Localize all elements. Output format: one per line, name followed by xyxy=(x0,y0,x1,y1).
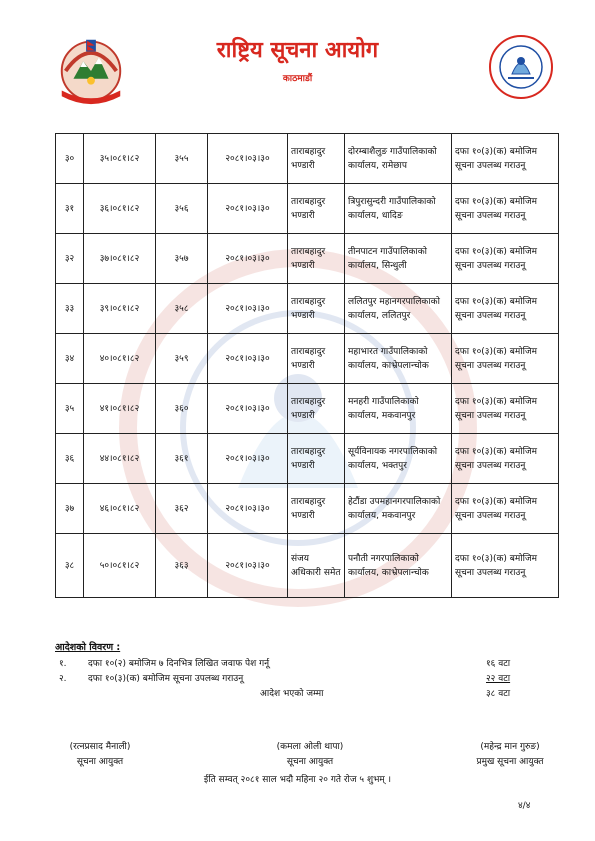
serial-number-cell: ३३ xyxy=(56,284,84,334)
table-row xyxy=(56,284,559,334)
decision-date-cell: २०८१।०३।३० xyxy=(208,234,288,284)
public-body-cell: तीनपाटन गाउँपालिकाको कार्यालय, सिन्धुली xyxy=(345,234,452,284)
serial-number-cell: ३८ xyxy=(56,534,84,598)
public-body-cell: पनौती नगरपालिकाको कार्यालय, काभ्रेपलान्चोक xyxy=(345,534,452,598)
summary-total xyxy=(55,686,555,701)
summary-title: आदेशको विवरण : xyxy=(55,642,121,653)
applicant-name-cell: ताराबहादुर भण्डारी xyxy=(288,334,345,384)
table-row xyxy=(56,384,559,434)
decision-number-cell: ३५९ xyxy=(156,334,208,384)
applicant-name-cell: ताराबहादुर भण्डारी xyxy=(288,184,345,234)
decision-number-cell: ३६० xyxy=(156,384,208,434)
signature-block-left xyxy=(45,740,155,770)
reference-number-cell: ३६।०८१।८२ xyxy=(84,184,156,234)
order-cell: दफा १०(३)(क) बमोजिम सूचना उपलब्ध गराउनू xyxy=(452,234,559,284)
decision-number-cell: ३५६ xyxy=(156,184,208,234)
document-date-line: ईति सम्वत् २०८१ साल भदौ महिना २० गते रोज ५ शुभम् । xyxy=(203,775,392,785)
public-body-cell: ललितपुर महानगरपालिकाको कार्यालय, ललितपुर xyxy=(345,284,452,334)
decision-date-cell: २०८१।०३।३० xyxy=(208,284,288,334)
summary-total-count: ३८ वटा xyxy=(486,689,511,699)
summary-total-label: आदेश भएको जम्मा xyxy=(260,689,324,699)
decision-number-cell: ३५५ xyxy=(156,134,208,184)
reference-number-cell: ३५।०८१।८२ xyxy=(84,134,156,184)
signature-block-right xyxy=(440,740,580,770)
applicant-name-cell: ताराबहादुर भण्डारी xyxy=(288,134,345,184)
signatory-name: (रत्नप्रसाद मैनाली) xyxy=(69,742,131,752)
public-body-cell: त्रिपुरासुन्दरी गाउँपालिकाको कार्यालय, धादिङ xyxy=(345,184,452,234)
public-body-cell: सूर्यविनायक नगरपालिकाको कार्यालय, भक्तपुर xyxy=(345,434,452,484)
order-cell: दफा १०(३)(क) बमोजिम सूचना उपलब्ध गराउनू xyxy=(452,334,559,384)
signatory-title: प्रमुख सूचना आयुक्त xyxy=(476,757,544,767)
orders-table-body xyxy=(56,134,559,598)
public-body-cell: मनहरी गाउँपालिकाको कार्यालय, मकवानपुर xyxy=(345,384,452,434)
table-row xyxy=(56,434,559,484)
serial-number-cell: ३५ xyxy=(56,384,84,434)
page-header xyxy=(0,0,595,120)
applicant-name-cell: संजय अधिकारी समेत xyxy=(288,534,345,598)
decision-number-cell: ३६३ xyxy=(156,534,208,598)
decision-date-cell: २०८१।०३।३० xyxy=(208,384,288,434)
applicant-name-cell: ताराबहादुर भण्डारी xyxy=(288,434,345,484)
applicant-name-cell: ताराबहादुर भण्डारी xyxy=(288,384,345,434)
order-cell: दफा १०(३)(क) बमोजिम सूचना उपलब्ध गराउनू xyxy=(452,284,559,334)
signatory-title: सूचना आयुक्त xyxy=(286,757,334,767)
order-cell: दफा १०(३)(क) बमोजिम सूचना उपलब्ध गराउनू xyxy=(452,434,559,484)
serial-number-cell: ३० xyxy=(56,134,84,184)
public-body-cell: दोरम्बाशैलुङ गाउँपालिकाको कार्यालय, रामेछाप xyxy=(345,134,452,184)
page-subtitle: काठमाडौं xyxy=(282,74,313,84)
signatory-title: सूचना आयुक्त xyxy=(76,757,124,767)
decision-date-cell: २०८१।०३।३० xyxy=(208,134,288,184)
summary-item-number: १. xyxy=(59,659,67,669)
reference-number-cell: ३९।०८१।८२ xyxy=(84,284,156,334)
public-body-cell: महाभारत गाउँपालिकाको कार्यालय, काभ्रेपलान्चोक xyxy=(345,334,452,384)
table-row xyxy=(56,484,559,534)
serial-number-cell: ३२ xyxy=(56,234,84,284)
order-summary xyxy=(55,640,555,701)
order-cell: दफा १०(३)(क) बमोजिम सूचना उपलब्ध गराउनू xyxy=(452,184,559,234)
serial-number-cell: ३१ xyxy=(56,184,84,234)
summary-item-text: दफा १०(२) बमोजिम ७ दिनभित्र लिखित जवाफ पेश गर्नू xyxy=(88,659,270,669)
table-row xyxy=(56,534,559,598)
commission-seal-icon xyxy=(488,34,554,100)
signature-block-center xyxy=(245,740,375,770)
serial-number-cell: ३४ xyxy=(56,334,84,384)
summary-item xyxy=(55,656,555,671)
decision-date-cell: २०८१।०३।३० xyxy=(208,484,288,534)
summary-item-number: २. xyxy=(59,674,67,684)
signatory-name: (कमला ओली थापा) xyxy=(276,742,344,752)
reference-number-cell: ४६।०८१।८२ xyxy=(84,484,156,534)
table-row xyxy=(56,184,559,234)
order-cell: दफा १०(३)(क) बमोजिम सूचना उपलब्ध गराउनू xyxy=(452,134,559,184)
decision-number-cell: ३६२ xyxy=(156,484,208,534)
table-row xyxy=(56,134,559,184)
table-row xyxy=(56,234,559,284)
applicant-name-cell: ताराबहादुर भण्डारी xyxy=(288,484,345,534)
decision-number-cell: ३५७ xyxy=(156,234,208,284)
summary-item-count: १६ वटा xyxy=(486,659,511,669)
decision-number-cell: ३५८ xyxy=(156,284,208,334)
page-title: राष्ट्रिय सूचना आयोग xyxy=(216,38,379,63)
reference-number-cell: ४१।०८१।८२ xyxy=(84,384,156,434)
decision-number-cell: ३६१ xyxy=(156,434,208,484)
reference-number-cell: ५०।०८१।८२ xyxy=(84,534,156,598)
table-row xyxy=(56,334,559,384)
reference-number-cell: ४४।०८१।८२ xyxy=(84,434,156,484)
decision-date-cell: २०८१।०३।३० xyxy=(208,184,288,234)
applicant-name-cell: ताराबहादुर भण्डारी xyxy=(288,234,345,284)
applicant-name-cell: ताराबहादुर भण्डारी xyxy=(288,284,345,334)
order-cell: दफा १०(३)(क) बमोजिम सूचना उपलब्ध गराउनू xyxy=(452,484,559,534)
decision-date-cell: २०८१।०३।३० xyxy=(208,534,288,598)
order-cell: दफा १०(३)(क) बमोजिम सूचना उपलब्ध गराउनू xyxy=(452,534,559,598)
summary-item xyxy=(55,671,555,686)
summary-item-count: २२ वटा xyxy=(486,674,511,684)
reference-number-cell: ४०।०८१।८२ xyxy=(84,334,156,384)
decision-date-cell: २०८१।०३।३० xyxy=(208,334,288,384)
serial-number-cell: ३७ xyxy=(56,484,84,534)
page-number: ४/४ xyxy=(518,801,531,811)
summary-item-text: दफा १०(३)(क) बमोजिम सूचना उपलब्ध गराउनू xyxy=(88,674,244,684)
order-cell: दफा १०(३)(क) बमोजिम सूचना उपलब्ध गराउनू xyxy=(452,384,559,434)
signatory-name: (महेन्द्र मान गुरुङ) xyxy=(480,742,540,752)
public-body-cell: हेटौंडा उपमहानगरपालिकाको कार्यालय, मकवानपुर xyxy=(345,484,452,534)
serial-number-cell: ३६ xyxy=(56,434,84,484)
decision-date-cell: २०८१।०३।३० xyxy=(208,434,288,484)
reference-number-cell: ३७।०८१।८२ xyxy=(84,234,156,284)
orders-table xyxy=(55,133,559,598)
